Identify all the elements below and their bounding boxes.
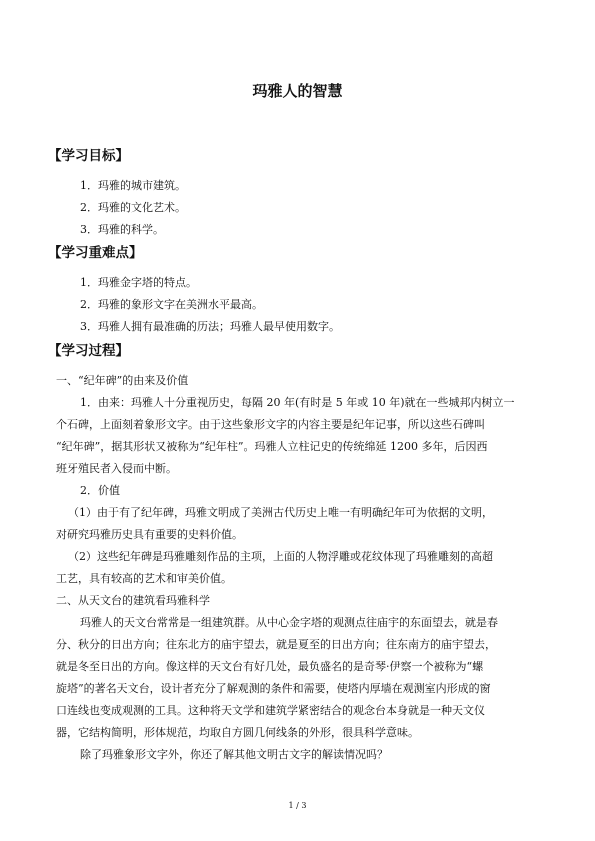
paragraph-line: “纪年碑”，据其形状又被称为“纪年柱”。玛雅人立柱记史的传统绵延 1200 多年，后因西 (56, 440, 488, 453)
paragraph-line: 工艺，具有较高的艺术和审美价值。 (56, 572, 232, 585)
paragraph-line: 器，它结构简明，形体规范，均取自方圆几何线条的外形，很具科学意味。 (56, 726, 419, 739)
paragraph-line: （2）这些纪年碑是玛雅雕刻作品的主项，上面的人物浮雕或花纹体现了玛雅雕刻的高超 (68, 550, 493, 563)
learning-process-heading: 【学习过程】 (48, 343, 129, 359)
subsection-title: 一、“纪年碑”的由来及价值 (56, 374, 189, 387)
question-line: 除了玛雅象形文字外，你还了解其他文明古文字的解读情况吗？ (80, 748, 388, 761)
goal-item: 3．玛雅的科学。 (80, 223, 164, 236)
page-number: 1 / 3 (288, 801, 307, 810)
page-title: 玛雅人的智慧 (252, 82, 343, 100)
paragraph-line: 对研究玛雅历史具有重要的史料价值。 (56, 528, 243, 541)
key-points-heading: 【学习重难点】 (48, 245, 143, 261)
paragraph-line: （1）由于有了纪年碑，玛雅文明成了美洲古代历史上唯一有明确纪年可为依据的文明， (68, 506, 493, 519)
paragraph-line: 就是冬至日出的方向。像这样的天文台有好几处，最负盛名的是奇琴·伊察一个被称为“螺 (56, 660, 484, 673)
key-point-item: 1．玛雅金字塔的特点。 (80, 276, 197, 289)
subsection-title: 二、从天文台的建筑看玛雅科学 (56, 594, 210, 607)
goal-item: 1．玛雅的城市建筑。 (80, 179, 186, 192)
paragraph-line: 1．由来：玛雅人十分重视历史，每隔 20 年(有时是 5 年或 10 年)就在一些城邦内树立一 (80, 396, 515, 409)
key-point-item: 2．玛雅的象形文字在美洲水平最高。 (80, 298, 263, 311)
paragraph-line: 班牙殖民者入侵而中断。 (56, 462, 177, 475)
paragraph-line: 玛雅人的天文台常常是一组建筑群。从中心金字塔的观测点往庙宇的东面望去，就是春 (80, 616, 498, 629)
paragraph-line: 个石碑，上面刻着象形文字。由于这些象形文字的内容主要是纪年记事，所以这些石碑叫 (56, 418, 485, 431)
key-point-item: 3．玛雅人拥有最准确的历法；玛雅人最早使用数字。 (80, 320, 340, 333)
learning-goals-heading: 【学习目标】 (48, 148, 129, 164)
paragraph-line: 分、秋分的日出方向；往东北方的庙宇望去，就是夏至的日出方向；往东南方的庙宇望去， (56, 638, 496, 651)
value-title: 2．价值 (80, 484, 120, 497)
goal-item: 2．玛雅的文化艺术。 (80, 201, 186, 214)
paragraph-line: 口连线也变成观测的工具。这种将天文学和建筑学紧密结合的观念台本身就是一种天文仪 (56, 704, 485, 717)
paragraph-line: 旋塔”的著名天文台，设计者充分了解观测的条件和需要，使塔内厚墙在观测室内形成的窗 (56, 682, 491, 695)
